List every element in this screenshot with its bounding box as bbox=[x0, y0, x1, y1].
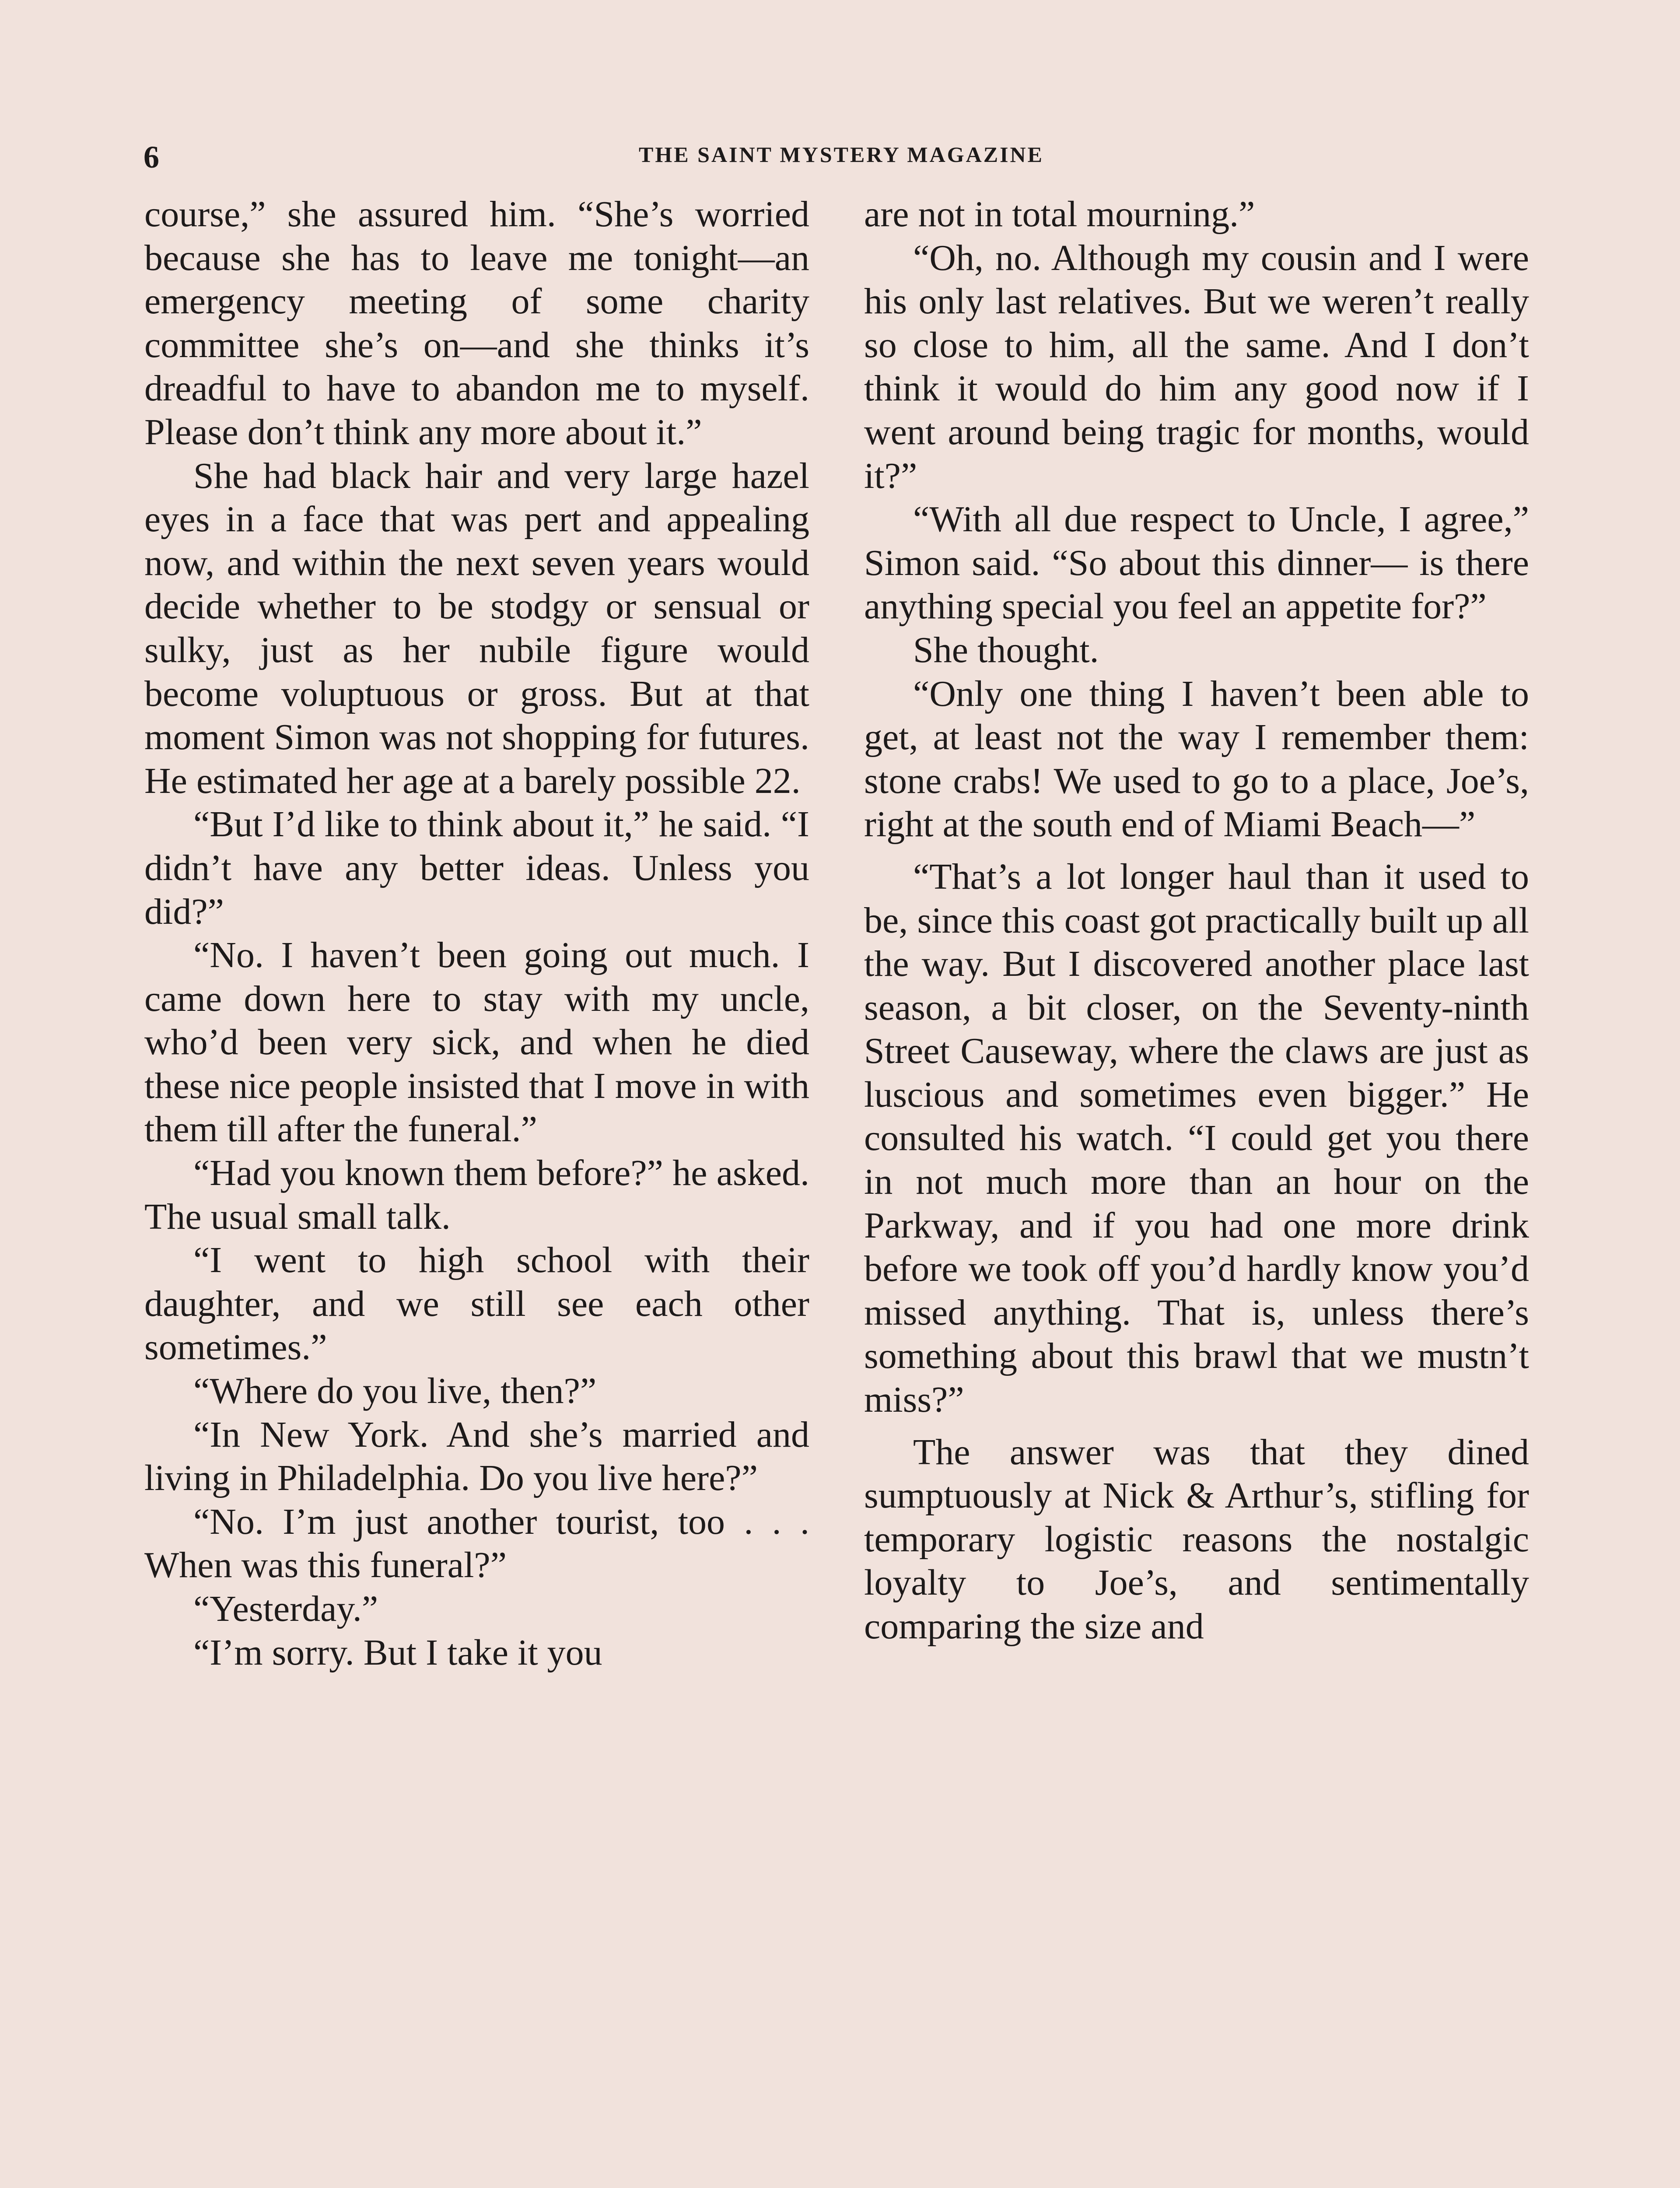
paragraph: “I’m sorry. But I take it you bbox=[193, 1632, 602, 1673]
page-number: 6 bbox=[144, 140, 159, 175]
paragraph: “Oh, no. Although my cousin and I were his only last relatives. But we weren’t really so close to him, all the same. And I don’t think it would do him any good now if I went around being tragic for months, would it?” bbox=[864, 237, 1529, 496]
paragraph: “I went to high school with their daughter, and we still see each other sometimes.” bbox=[144, 1240, 809, 1368]
paragraph: “That’s a lot longer haul than it used to be, since this coast got practically built up all the way. But I discovered another place last season, a bit closer, on the Seventy-ninth Street Causeway, where the claws are just as luscious and sometimes even bigger.” He consulted his watch. “I could get you there in not much more than an hour on the Parkway, and if you had one more drink before we took off you’d hardly know you’d missed anything. That is, unless there’s something about this brawl that we mustn’t miss?” bbox=[864, 856, 1529, 1420]
paragraph: “No. I haven’t been going out much. I came down here to stay with my uncle, who’d been very sick, and when he died these nice people insisted that I move in with them till after the funeral.” bbox=[144, 935, 809, 1150]
right-column bbox=[864, 193, 1529, 1648]
paragraph: “Had you known them before?” he asked. The usual small talk. bbox=[144, 1153, 809, 1237]
paragraph: She thought. bbox=[913, 629, 1099, 670]
paragraph: “No. I’m just another tourist, too . . . When was this funeral?” bbox=[144, 1501, 809, 1586]
page-header bbox=[144, 139, 1539, 179]
paragraph: “In New York. And she’s married and living in Philadelphia. Do you live here?” bbox=[144, 1414, 809, 1499]
paragraph: The answer was that they dined sumptuously at Nick & Arthur’s, stifling for temporary logistic reasons the nostalgic loyalty to Joe’s, and sentimentally comparing the size and bbox=[864, 1431, 1529, 1647]
paragraph: She had black hair and very large hazel eyes in a face that was pert and appealing now, and within the next seven years would decide whether to be stodgy or sensual or sulky, just as her nubile figure would become voluptuous or gross. But at that moment Simon was not shopping for futures. He estimated her age at a barely possible 22. bbox=[144, 455, 809, 801]
left-column bbox=[144, 193, 809, 1674]
paragraph: “Only one thing I haven’t been able to get, at least not the way I remember them: stone crabs! We used to go to a place, Joe’s, right at the south end of Miami Beach—” bbox=[864, 673, 1529, 845]
running-title: THE SAINT MYSTERY MAGAZINE bbox=[639, 142, 1044, 167]
paragraph: course,” she assured him. “She’s worried because she has to leave me tonight—an emergency meeting of some charity committee she’s on—and she thinks it’s dreadful to have to abandon me to myself. Please don’t think any more about it.” bbox=[144, 194, 809, 452]
paragraph: “With all due respect to Uncle, I agree,” Simon said. “So about this dinner— is there anything special you feel an appetite for?” bbox=[864, 499, 1529, 627]
paragraph: “Where do you live, then?” bbox=[193, 1371, 597, 1412]
paragraph: “But I’d like to think about it,” he said. “I didn’t have any better ideas. Unless you did?” bbox=[144, 804, 809, 932]
paragraph: are not in total mourning.” bbox=[864, 194, 1255, 235]
paragraph: “Yesterday.” bbox=[193, 1588, 378, 1629]
